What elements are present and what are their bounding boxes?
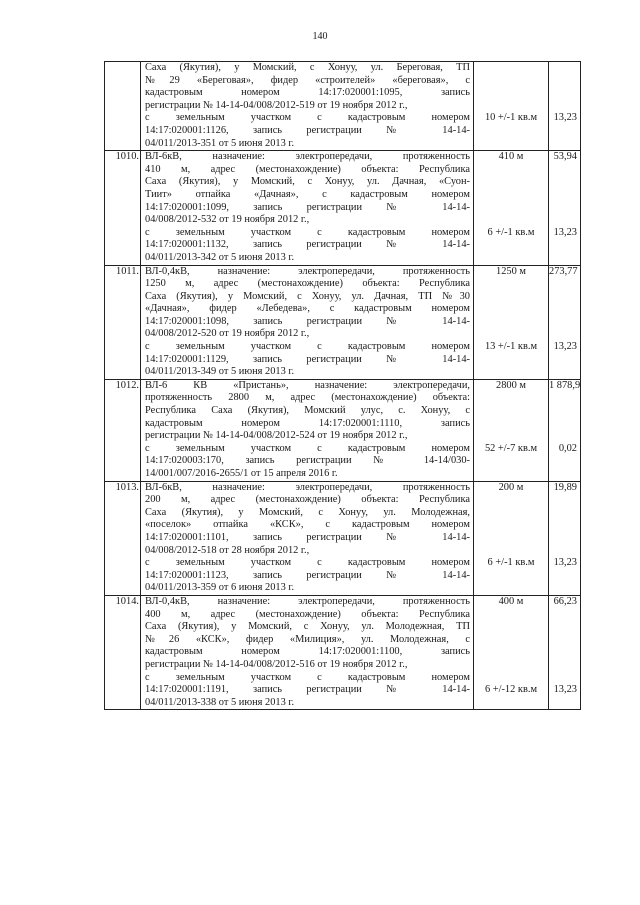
description-line: 14:17:020001:1129, запись регистрации № 14-14-	[145, 353, 470, 365]
description-line: 04/011/2013-359 от 6 июня 2013 г.	[145, 582, 295, 594]
value-cell	[549, 379, 581, 481]
land-plot-area: 13 +/-1 кв.м	[484, 341, 538, 353]
property-registry-table	[104, 61, 581, 710]
description-line: 04/011/2013-342 от 5 июня 2013 г.	[145, 251, 295, 263]
object-description	[141, 379, 474, 481]
table-row	[105, 481, 581, 595]
description-line: регистрации № 14-14-04/008/2012-516 от 19 ноября 2012 г.,	[145, 658, 408, 670]
land-plot-area: 6 +/-1 кв.м	[487, 557, 535, 569]
description-line: 04/011/2013-338 от 5 июня 2013 г.	[145, 696, 295, 708]
length-cell	[474, 265, 549, 379]
object-description	[141, 151, 474, 265]
row-number: 1011.	[105, 265, 141, 379]
description-line: с земельным участком с кадастровым номером	[145, 226, 470, 238]
description-line: 14:17:020001:1132, запись регистрации № 14-14-	[145, 239, 470, 251]
length-cell	[474, 379, 549, 481]
description-line: 04/011/2013-351 от 5 июня 2013 г.	[145, 137, 295, 149]
row-number: 1014.	[105, 595, 141, 709]
object-length: 410 м	[498, 151, 524, 163]
value-cell	[549, 265, 581, 379]
object-description	[141, 595, 474, 709]
description-line: 400 м, адрес (местонахождение) объекта: Республика	[145, 608, 470, 620]
object-length: 1250 м	[496, 265, 526, 277]
table-row	[105, 265, 581, 379]
land-plot-area: 52 +/-7 кв.м	[484, 442, 538, 454]
land-plot-value: 13,23	[553, 557, 577, 569]
description-line: 200 м, адрес (местонахождение) объекта: Республика	[145, 494, 470, 506]
row-number: 1010.	[105, 151, 141, 265]
description-line: 14:17:020001:1101, запись регистрации № 14-14-	[145, 531, 470, 543]
land-plot-area: 6 +/-1 кв.м	[487, 226, 535, 238]
description-line: Саха (Якутия), у Момский, с Хонуу, ул. Береговая, ТП	[145, 62, 470, 73]
registry-body	[105, 62, 581, 710]
description-line: 04/011/2013-349 от 5 июня 2013 г.	[145, 366, 295, 378]
description-line: ВЛ-6кВ, назначение: электропередачи, протяженность	[145, 151, 470, 163]
value-cell	[549, 62, 581, 151]
description-line: протяженность 2800 м, адрес (местонахождение) объекта:	[145, 392, 470, 404]
description-line: «поселок» отпайка «КСК», с кадастровым номером	[145, 519, 470, 531]
description-line: регистрации № 14-14-04/008/2012-524 от 19 ноября 2012 г.,	[145, 430, 408, 442]
description-line: 14:17:020001:1098, запись регистрации № 14-14-	[145, 315, 470, 327]
length-cell	[474, 62, 549, 151]
table-row	[105, 595, 581, 709]
length-cell	[474, 151, 549, 265]
object-value: 273,77	[549, 265, 578, 277]
row-number	[105, 62, 141, 151]
land-plot-value: 13,23	[553, 112, 577, 124]
land-plot-value: 0,02	[558, 442, 577, 454]
description-line: кадастровым номером 14:17:020001:1095, запись	[145, 87, 470, 99]
row-number: 1012.	[105, 379, 141, 481]
table-row	[105, 151, 581, 265]
description-line: 04/008/2012-532 от 19 ноября 2012 г.,	[145, 214, 310, 226]
object-value: 53,94	[553, 151, 577, 163]
description-line: 14:17:020001:1126, запись регистрации № 14-14-	[145, 124, 470, 136]
description-line: кадастровым номером 14:17:020001:1100, запись	[145, 646, 470, 658]
description-line: с земельным участком с кадастровым номером	[145, 341, 470, 353]
description-line: ВЛ-6 КВ «Пристань», назначение: электропередачи,	[145, 379, 470, 391]
description-line: Республика Саха (Якутия), Момский улус, с. Хонуу, с	[145, 405, 470, 417]
description-line: 14:17:020003:170, запись регистрации № 14-14/030-	[145, 455, 470, 467]
description-line: 14:17:020001:1123, запись регистрации № 14-14-	[145, 569, 470, 581]
description-line: с земельным участком с кадастровым номером	[145, 442, 470, 454]
table-row	[105, 379, 581, 481]
description-line: с земельным участком с кадастровым номером	[145, 112, 470, 124]
table-row	[105, 62, 581, 151]
object-description	[141, 481, 474, 595]
object-length: 200 м	[498, 481, 524, 493]
description-line: с земельным участком с кадастровым номером	[145, 671, 470, 683]
length-cell	[474, 481, 549, 595]
description-line: Саха (Якутия), у Момский, с Хонуу, ул. Молодежная, ТП	[145, 621, 470, 633]
object-value: 1 878,9	[549, 379, 581, 391]
value-cell	[549, 481, 581, 595]
description-line: с земельным участком с кадастровым номером	[145, 557, 470, 569]
description-line: №29 «Береговая», фидер «строителей» «береговая», с	[145, 74, 470, 86]
description-line: 04/008/2012-518 от 28 ноября 2012 г.,	[145, 544, 310, 556]
description-line: 14/001/007/2016-2655/1 от 15 апреля 2016 г.	[145, 468, 338, 479]
description-line: 1250 м, адрес (местонахождение) объекта: Республика	[145, 278, 470, 290]
description-line: Саха (Якутия), у Момский, с Хонуу, ул. Молодежная,	[145, 506, 470, 518]
object-value: 66,23	[553, 595, 577, 607]
object-length: 2800 м	[496, 379, 526, 391]
description-line: Саха (Якутия), у Момский, с Хонуу, ул. Дачная, ТП №30	[145, 290, 470, 302]
object-value: 19,89	[553, 481, 577, 493]
page-number: 140	[312, 31, 328, 42]
row-number: 1013.	[105, 481, 141, 595]
length-cell	[474, 595, 549, 709]
value-cell	[549, 151, 581, 265]
description-line: 14:17:020001:1099, запись регистрации № 14-14-	[145, 201, 470, 213]
description-line: регистрации № 14-14-04/008/2012-519 от 19 ноября 2012 г.,	[145, 99, 408, 111]
description-line: Тиит» отпайка «Дачная», с кадастровым номером	[145, 188, 470, 200]
land-plot-value: 13,23	[553, 341, 577, 353]
description-line: Саха (Якутия), у Момский, с Хонуу, ул. Дачная, «Суон-	[145, 176, 470, 188]
value-cell	[549, 595, 581, 709]
description-line: 14:17:020001:1191, запись регистрации № 14-14-	[145, 684, 470, 696]
description-line: 04/008/2012-520 от 19 ноября 2012 г.,	[145, 328, 310, 340]
description-line: №26 «КСК», фидер «Милиция», ул. Молодежная, с	[145, 633, 470, 645]
description-line: «Дачная», фидер «Лебедева», с кадастровым номером	[145, 303, 470, 315]
land-plot-value: 13,23	[553, 226, 577, 238]
description-line: кадастровым номером 14:17:020001:1110, запись	[145, 417, 470, 429]
description-line: ВЛ-0,4кВ, назначение: электропередачи, протяженность	[145, 265, 470, 277]
description-line: 410 м, адрес (местонахождение) объекта: Республика	[145, 163, 470, 175]
object-description	[141, 265, 474, 379]
description-line: ВЛ-6кВ, назначение: электропередачи, протяженность	[145, 481, 470, 493]
description-line: ВЛ-0,4кВ, назначение: электропередачи, протяженность	[145, 595, 470, 607]
land-plot-value: 13,23	[553, 684, 577, 696]
object-description	[141, 62, 474, 151]
object-length: 400 м	[498, 595, 524, 607]
land-plot-area: 6 +/-12 кв.м	[484, 684, 538, 696]
land-plot-area: 10 +/-1 кв.м	[484, 112, 538, 124]
